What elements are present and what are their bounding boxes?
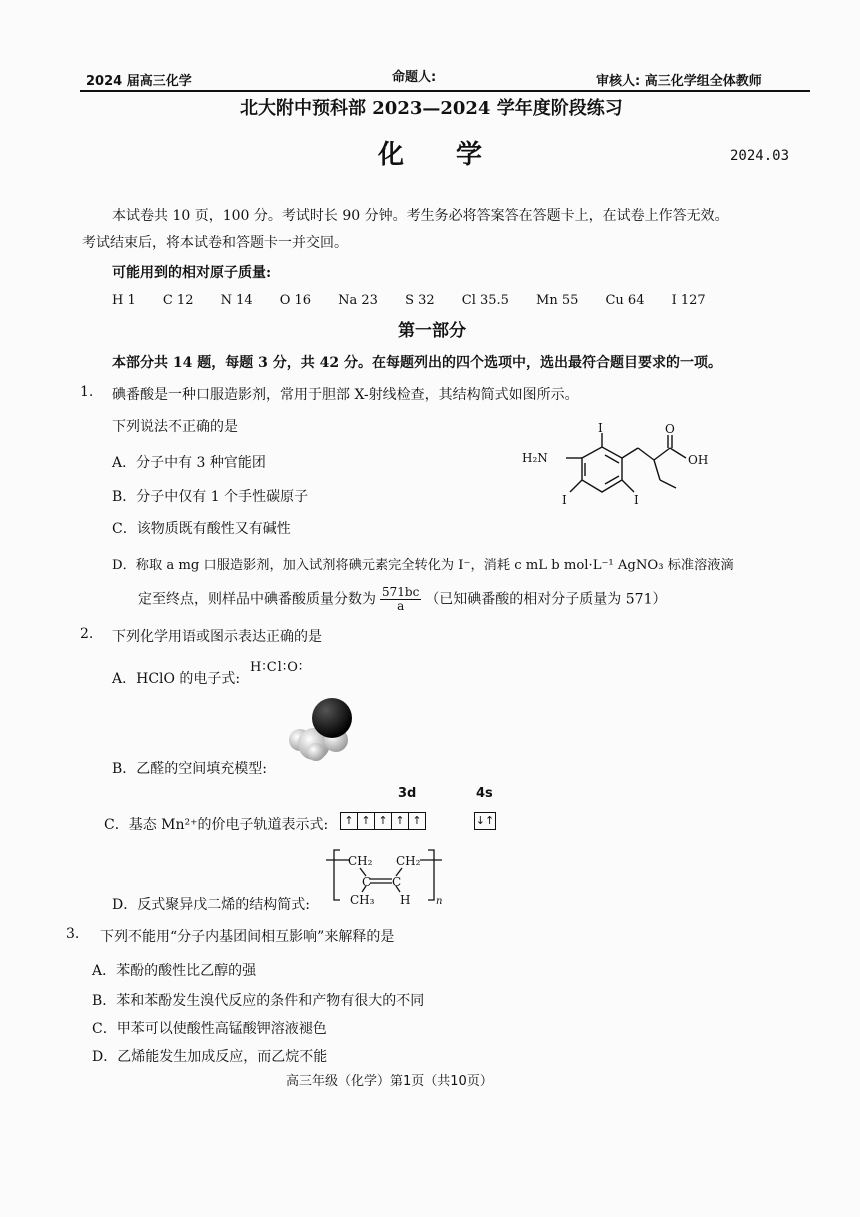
struct-nh2: H₂N bbox=[522, 451, 548, 465]
ch2-left: CH₂ bbox=[348, 854, 373, 868]
atomic-mass-list bbox=[112, 289, 728, 308]
orbital-box: ↑ bbox=[412, 813, 422, 827]
struct-o: O bbox=[665, 422, 675, 436]
q2-option-c: C．基态 Mn²⁺的价电子轨道表示式: bbox=[104, 817, 329, 833]
hydrogen: H bbox=[400, 893, 411, 907]
q3-stem: 下列不能用“分子内基团间相互影响”来解释的是 bbox=[100, 929, 395, 945]
orbital-3d-boxes bbox=[340, 810, 426, 830]
iopanoic-acid-structure bbox=[516, 420, 746, 520]
part-intro: 本部分共 14 题，每题 3 分，共 42 分。在每题列出的四个选项中，选出最符合题目要求的一项。 bbox=[112, 355, 722, 371]
q1-option-a: A．分子中有 3 种官能团 bbox=[112, 455, 266, 471]
q2-number: 2. bbox=[80, 626, 94, 642]
q2-stem: 下列化学用语或图示表达正确的是 bbox=[112, 629, 322, 645]
q3-option-b: B．苯和苯酚发生溴代反应的条件和产物有很大的不同 bbox=[92, 993, 425, 1009]
atomic-mass-item: O 16 bbox=[279, 293, 312, 308]
atomic-mass-title: 可能用到的相对原子质量: bbox=[112, 265, 272, 281]
atomic-mass-item: C 12 bbox=[162, 293, 194, 308]
header-left: 2024 届高三化学 bbox=[86, 74, 192, 89]
orbital-4s-label: 4s bbox=[476, 786, 493, 801]
atomic-mass-item: Mn 55 bbox=[536, 293, 579, 308]
atomic-mass-item: Cu 64 bbox=[605, 293, 645, 308]
atomic-mass-item: Na 23 bbox=[338, 293, 378, 308]
ch3-group: CH₃ bbox=[350, 893, 375, 907]
header-rule bbox=[80, 90, 810, 92]
acetaldehyde-space-filling-model bbox=[284, 694, 360, 762]
header-author: 命题人: bbox=[392, 70, 437, 85]
q1-option-d-text: 定至终点，则样品中碘番酸质量分数为 bbox=[138, 591, 376, 608]
orbital-box: ↑ bbox=[358, 813, 375, 829]
intro-line-2: 考试结束后，将本试卷和答题卡一并交回。 bbox=[82, 235, 348, 251]
q1-option-d-line2 bbox=[138, 586, 666, 613]
q2-option-a: A．HClO 的电子式: bbox=[112, 671, 241, 687]
exam-title: 北大附中预科部 2023—2024 学年度阶段练习 bbox=[240, 98, 623, 119]
orbital-3d-label: 3d bbox=[398, 786, 417, 801]
q1-ask: 下列说法不正确的是 bbox=[112, 419, 238, 435]
q1-option-b: B．分子中仅有 1 个手性碳原子 bbox=[112, 489, 309, 505]
carbon-right: C bbox=[392, 875, 402, 889]
atomic-mass-item: S 32 bbox=[405, 293, 435, 308]
subject-title: 化 学 bbox=[378, 140, 483, 170]
q3-option-c: C．甲苯可以使酸性高锰酸钾溶液褪色 bbox=[92, 1021, 327, 1037]
q1-option-d-line1: D．称取 a mg 口服造影剂，加入试剂将碘元素完全转化为 I⁻，消耗 c mL b mol·L⁻¹ AgNO₃ 标准溶液滴 bbox=[112, 558, 734, 573]
q3-option-a: A．苯酚的酸性比乙醇的强 bbox=[92, 963, 257, 979]
q2-option-b: B．乙醛的空间填充模型: bbox=[112, 761, 268, 777]
orbital-box: ↑ bbox=[341, 813, 358, 829]
benzene-ring bbox=[582, 447, 622, 492]
q1-fraction-den: a bbox=[397, 599, 405, 613]
atomic-mass-item: H 1 bbox=[112, 293, 136, 308]
atomic-mass-item: Cl 35.5 bbox=[461, 293, 509, 308]
atomic-mass-item: N 14 bbox=[220, 293, 253, 308]
struct-i-top: I bbox=[598, 421, 603, 435]
q1-fraction-num: 571bc bbox=[382, 585, 420, 599]
page-footer: 高三年级（化学）第1页（共10页） bbox=[286, 1074, 493, 1089]
q1-number: 1. bbox=[80, 384, 94, 400]
header-reviewer: 审核人: 高三化学组全体教师 bbox=[596, 74, 762, 89]
trans-polyisoprene-structure bbox=[320, 846, 450, 908]
q3-option-d: D．乙烯能发生加成反应，而乙烷不能 bbox=[92, 1049, 328, 1065]
orbital-4s-box bbox=[474, 810, 496, 830]
q1-stem: 碘番酸是一种口服造影剂，常用于胆部 X-射线检查，其结构简式如图所示。 bbox=[112, 387, 579, 403]
orbital-box: ↑ bbox=[375, 813, 392, 829]
q1-fraction bbox=[380, 586, 421, 613]
hclo-electron-formula: H∶Cl∶O∶ bbox=[250, 660, 304, 675]
ch2-right: CH₂ bbox=[396, 854, 421, 868]
q1-option-d-note: （已知碘番酸的相对分子质量为 571） bbox=[425, 591, 667, 608]
q2-option-d: D．反式聚异戊二烯的结构简式: bbox=[112, 897, 310, 913]
orbital-box: ↑ bbox=[392, 813, 409, 829]
q1-option-c: C．该物质既有酸性又有碱性 bbox=[112, 521, 291, 537]
q3-number: 3. bbox=[66, 926, 80, 942]
repeat-n: n bbox=[436, 896, 443, 907]
struct-i-bottom-left: I bbox=[562, 493, 567, 507]
orbital-box: ↓↑ bbox=[475, 813, 495, 827]
struct-oh: OH bbox=[688, 453, 709, 467]
atomic-mass-item: I 127 bbox=[671, 293, 706, 308]
intro-line-1: 本试卷共 10 页，100 分。考试时长 90 分钟。考生务必将答案答在答题卡上，在试卷上作答无效。 bbox=[112, 208, 729, 224]
carbon-left: C bbox=[362, 875, 372, 889]
part-title: 第一部分 bbox=[398, 321, 466, 341]
struct-i-bottom-right: I bbox=[634, 493, 639, 507]
exam-date: 2024.03 bbox=[730, 148, 790, 164]
